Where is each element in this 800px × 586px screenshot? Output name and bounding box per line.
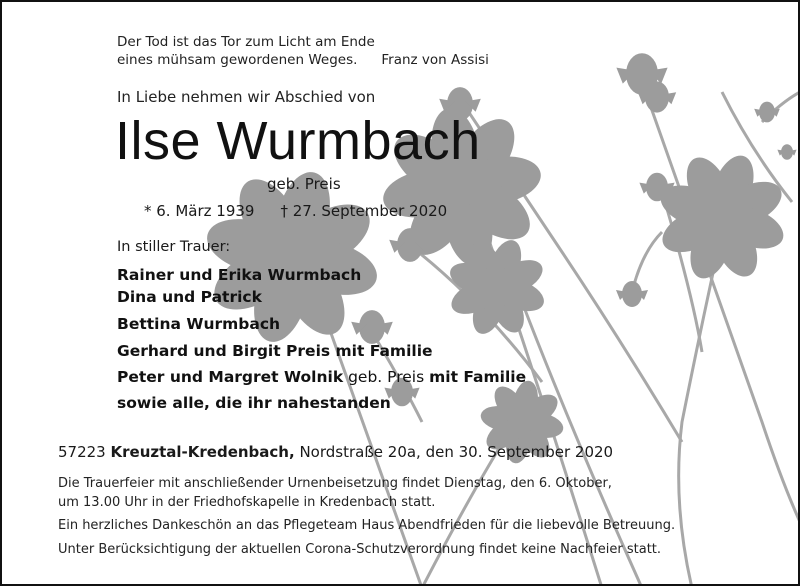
intro-text: In Liebe nehmen wir Abschied von xyxy=(117,88,376,106)
birth-name: geb. Preis xyxy=(267,175,341,193)
street-and-date: Nordstraße 20a, den 30. September 2020 xyxy=(294,443,614,461)
death-date: † 27. September 2020 xyxy=(280,202,448,220)
life-dates xyxy=(144,202,447,220)
mourner-line: Dina und Patrick xyxy=(117,288,262,306)
funeral-info-line: Die Trauerfeier mit anschließender Urnenbeisetzung findet Dienstag, den 6. Oktober, xyxy=(58,476,612,491)
mourner-birth-name: geb. Preis xyxy=(343,368,430,386)
mourner-suffix: mit Familie xyxy=(429,368,527,386)
thanks-line: Ein herzliches Dankeschön an das Pflegeteam Haus Abendfrieden für die liebevolle Betreuung. xyxy=(58,518,676,533)
mourning-address xyxy=(58,443,613,461)
corona-notice-line: Unter Berücksichtigung der aktuellen Corona-Schutzverordnung findet keine Nachfeier statt. xyxy=(58,542,662,557)
birth-date: * 6. März 1939 xyxy=(144,202,255,220)
mourner-line: Bettina Wurmbach xyxy=(117,315,281,333)
funeral-info-line: um 13.00 Uhr in der Friedhofskapelle in Kredenbach statt. xyxy=(58,495,436,510)
mourner-name: Peter und Margret Wolnik xyxy=(117,368,344,386)
motto-author: Franz von Assisi xyxy=(381,52,489,68)
motto-line-2-text: eines mühsam gewordenen Weges. xyxy=(117,52,358,68)
mourner-line: Gerhard und Birgit Preis mit Familie xyxy=(117,342,433,360)
mourner-line: Rainer und Erika Wurmbach xyxy=(117,266,362,284)
postal-code: 57223 xyxy=(58,443,111,461)
mourners-heading: In stiller Trauer: xyxy=(117,239,231,255)
motto-line-1: Der Tod ist das Tor zum Licht am Ende xyxy=(117,34,375,50)
place-name: Kreuztal-Kredenbach, xyxy=(110,443,295,461)
mourner-line xyxy=(117,368,526,386)
motto-line-2 xyxy=(117,52,489,68)
deceased-name: Ilse Wurmbach xyxy=(115,111,481,171)
mourner-line: sowie alle, die ihr nahestanden xyxy=(117,394,391,412)
